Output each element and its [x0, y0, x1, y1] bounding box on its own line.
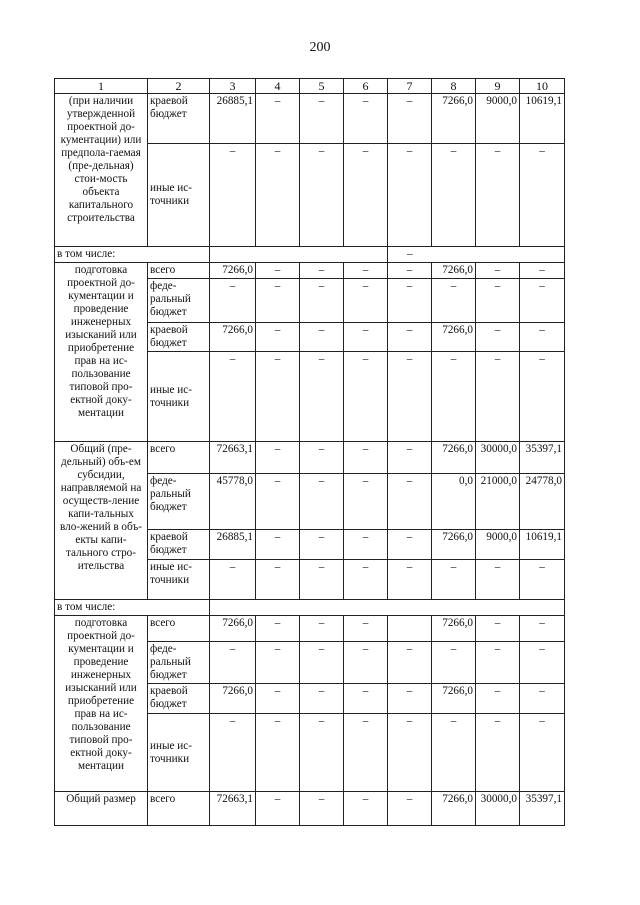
cell-dash: – [388, 792, 432, 826]
cell-value: 7266,0 [432, 530, 476, 560]
column-header: 4 [256, 79, 300, 94]
cell-dash: – [300, 530, 344, 560]
cell-value: 0,0 [432, 474, 476, 530]
cell-dash: – [388, 144, 432, 247]
cell-dash: – [520, 352, 565, 442]
cell-dash: – [388, 560, 432, 600]
cell-dash: – [344, 144, 388, 247]
column-header: 3 [210, 79, 256, 94]
cell-value: 26885,1 [210, 94, 256, 144]
cell-dash: – [344, 94, 388, 144]
source-label: краевой бюджет [148, 323, 210, 352]
column-header: 5 [300, 79, 344, 94]
cell-dash: – [344, 474, 388, 530]
source-label: всего [148, 616, 210, 642]
cell-dash: – [256, 642, 300, 684]
row-description: Общий (пре-дельный) объ-ем субсидии, направляемой на осуществ-ление капи-тальных вло-жений в объ-екты капи-тального стро-ительства [55, 442, 148, 600]
cell-dash: – [344, 642, 388, 684]
cell-dash: – [300, 474, 344, 530]
cell-dash: – [520, 642, 565, 684]
column-header: 9 [476, 79, 520, 94]
cell-value: 24778,0 [520, 474, 565, 530]
cell-dash: – [388, 263, 432, 279]
column-header: 10 [520, 79, 565, 94]
cell-value: 9000,0 [476, 94, 520, 144]
cell-dash: – [210, 560, 256, 600]
cell-dash: – [256, 94, 300, 144]
cell-value: 10619,1 [520, 530, 565, 560]
cell-dash: – [388, 279, 432, 323]
cell-dash: – [344, 279, 388, 323]
column-header-row [55, 79, 565, 94]
cell-dash: – [256, 714, 300, 792]
cell-dash: – [476, 616, 520, 642]
cell-value: 72663,1 [210, 442, 256, 474]
cell-dash: – [344, 714, 388, 792]
cell-dash: – [388, 684, 432, 714]
column-header: 7 [388, 79, 432, 94]
source-label: феде-ральный бюджет [148, 474, 210, 530]
cell-dash: – [300, 642, 344, 684]
cell-value: 9000,0 [476, 530, 520, 560]
cell-dash: – [476, 352, 520, 442]
section-label: в том числе: [55, 247, 210, 263]
cell-dash: – [432, 144, 476, 247]
cell-dash: – [300, 94, 344, 144]
cell-value: 7266,0 [210, 263, 256, 279]
cell-value: 30000,0 [476, 792, 520, 826]
cell-dash: – [256, 616, 300, 642]
cell-dash: – [344, 352, 388, 442]
table-row [55, 94, 565, 144]
row-description: (при наличии утвержденной проектной до-кументации) или предпола-гаемая (пре-дельная) стои-мость объекта капитального строительства [55, 94, 148, 247]
source-label: иные ис-точники [148, 714, 210, 792]
cell-dash: – [210, 144, 256, 247]
cell-dash: – [476, 642, 520, 684]
cell-dash: – [388, 714, 432, 792]
cell-dash: – [256, 263, 300, 279]
cell-dash: – [300, 144, 344, 247]
cell-dash: – [300, 684, 344, 714]
cell-dash: – [476, 560, 520, 600]
cell-dash: – [344, 263, 388, 279]
cell-dash: – [344, 530, 388, 560]
cell-dash: – [210, 642, 256, 684]
cell-dash: – [520, 560, 565, 600]
row-description: Общий размер [55, 792, 148, 826]
cell-dash: – [432, 279, 476, 323]
source-label: иные ис-точники [148, 144, 210, 247]
cell-dash: – [520, 144, 565, 247]
cell-dash: – [388, 474, 432, 530]
cell-dash: – [388, 642, 432, 684]
table-row [55, 616, 565, 642]
cell-dash: – [210, 279, 256, 323]
cell-dash: – [476, 144, 520, 247]
cell-dash: – [256, 474, 300, 530]
cell-dash: – [520, 616, 565, 642]
cell-dash: – [300, 263, 344, 279]
cell-dash: – [432, 642, 476, 684]
cell-dash: – [344, 792, 388, 826]
cell-dash: – [432, 352, 476, 442]
cell-dash: – [300, 352, 344, 442]
cell-dash: – [388, 530, 432, 560]
cell-value: 7266,0 [432, 442, 476, 474]
cell-dash: – [300, 323, 344, 352]
cell-dash: – [388, 352, 432, 442]
cell-dash: – [210, 352, 256, 442]
cell-dash: – [300, 442, 344, 474]
cell-dash: – [476, 714, 520, 792]
cell-dash: – [432, 714, 476, 792]
cell-dash: – [520, 279, 565, 323]
cell-value: 7266,0 [432, 263, 476, 279]
section-row [55, 247, 565, 263]
cell-dash: – [388, 247, 432, 263]
cell-value: 7266,0 [432, 323, 476, 352]
cell-dash: – [300, 279, 344, 323]
source-label: феде-ральный бюджет [148, 642, 210, 684]
cell-dash: – [344, 684, 388, 714]
cell-dash: – [256, 352, 300, 442]
cell-dash: – [388, 94, 432, 144]
source-label: краевой бюджет [148, 684, 210, 714]
cell-value: 35397,1 [520, 792, 565, 826]
row-description: подготовка проектной до-кументации и проведение инженерных изысканий или приобретение прав на ис-пользование типовой про-ектной доку-ментации [55, 616, 148, 792]
cell-dash: – [344, 442, 388, 474]
cell-value: 7266,0 [432, 792, 476, 826]
cell-value: 30000,0 [476, 442, 520, 474]
cell-value: 7266,0 [432, 94, 476, 144]
cell-dash: – [256, 792, 300, 826]
cell-dash: – [344, 560, 388, 600]
cell-value: 45778,0 [210, 474, 256, 530]
cell-dash: – [476, 323, 520, 352]
section-label: в том числе: [55, 600, 210, 616]
source-label: иные ис-точники [148, 560, 210, 600]
cell-dash: – [256, 144, 300, 247]
page-number: 200 [309, 40, 331, 55]
cell-dash: – [432, 560, 476, 600]
cell-value: 26885,1 [210, 530, 256, 560]
source-label: иные ис-точники [148, 352, 210, 442]
cell-value: 7266,0 [210, 684, 256, 714]
cell-dash: – [256, 530, 300, 560]
column-header: 6 [344, 79, 388, 94]
cell-dash: – [256, 560, 300, 600]
cell-dash: – [300, 616, 344, 642]
cell-dash: – [388, 323, 432, 352]
cell-dash: – [476, 684, 520, 714]
column-header: 8 [432, 79, 476, 94]
column-header: 2 [148, 79, 210, 94]
cell-dash: – [300, 560, 344, 600]
cell-dash: – [256, 442, 300, 474]
source-label: феде-ральный бюджет [148, 279, 210, 323]
cell-dash: – [256, 323, 300, 352]
source-label: краевой бюджет [148, 530, 210, 560]
cell-value: 10619,1 [520, 94, 565, 144]
cell-value: 21000,0 [476, 474, 520, 530]
cell-dash: – [476, 263, 520, 279]
cell-dash: – [520, 714, 565, 792]
source-label: всего [148, 263, 210, 279]
budget-table [54, 78, 565, 826]
cell-value: 7266,0 [432, 616, 476, 642]
cell-dash: – [476, 279, 520, 323]
cell-dash: – [344, 616, 388, 642]
row-description: подготовка проектной до-кументации и проведение инженерных изысканий или приобретение прав на ис-пользование типовой про-ектной доку-ментации [55, 263, 148, 442]
column-header: 1 [55, 79, 148, 94]
cell-value: 7266,0 [210, 616, 256, 642]
cell-value: 72663,1 [210, 792, 256, 826]
cell-value: 7266,0 [210, 323, 256, 352]
cell-dash: – [344, 323, 388, 352]
cell-dash: – [520, 323, 565, 352]
cell-dash: – [300, 714, 344, 792]
cell-value: 7266,0 [432, 684, 476, 714]
cell-value: 35397,1 [520, 442, 565, 474]
cell-dash: – [520, 263, 565, 279]
cell-dash: – [210, 714, 256, 792]
table-row [55, 263, 565, 279]
cell-dash: – [520, 684, 565, 714]
source-label: всего [148, 442, 210, 474]
section-row [55, 600, 565, 616]
table-row [55, 442, 565, 474]
cell-dash: – [388, 442, 432, 474]
source-label: всего [148, 792, 210, 826]
cell-dash: – [300, 792, 344, 826]
source-label: краевой бюджет [148, 94, 210, 144]
cell-dash: – [256, 279, 300, 323]
table-row [55, 792, 565, 826]
cell-dash: – [256, 684, 300, 714]
